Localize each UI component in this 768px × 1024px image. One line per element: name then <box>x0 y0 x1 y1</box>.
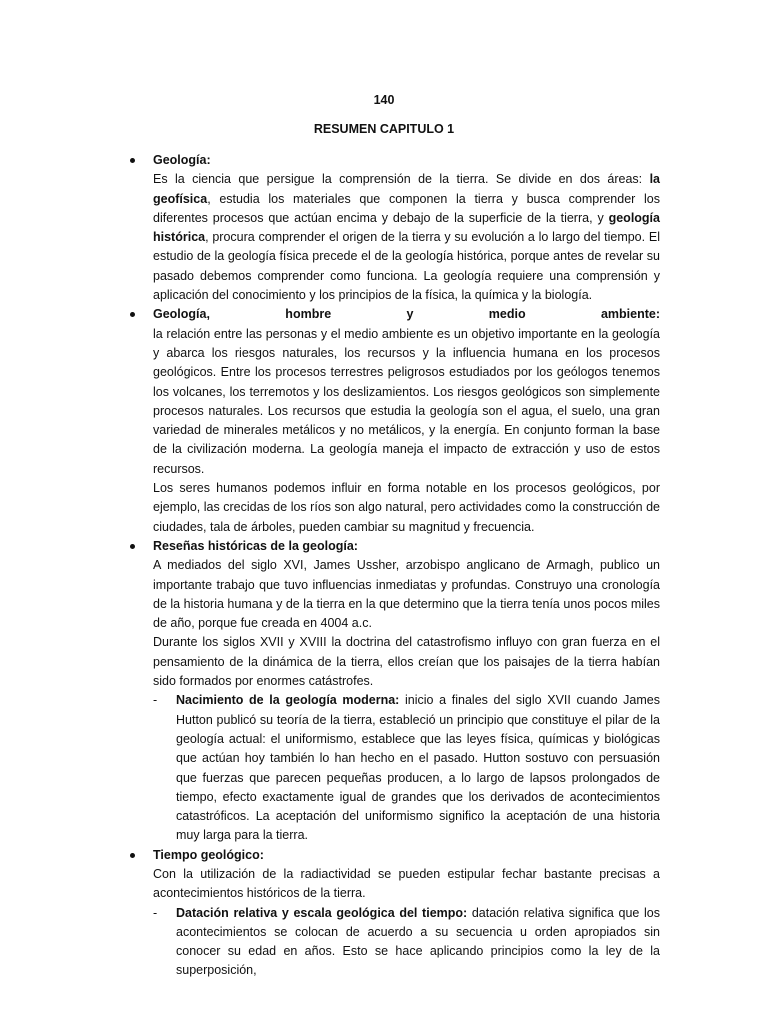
section-paragraph: A mediados del siglo XVI, James Ussher, arzobispo anglicano de Armagh, publico un importante trabajo que tuvo influencias inmediatas y profundas. Construyo una cronología de la historia humana y de la tierra en la que determino que la tierra tenía unos pocos miles de año, porque fue creada en 4004 a.c. <box>153 558 660 631</box>
text-run: datación relativa significa que los acontecimientos se colocan de acuerdo a su secuencia u orden apropiados sin conocer su edad en años. Esto se hace aplicando principios como la ley de la superposición, <box>176 905 660 978</box>
dash-marker: - <box>153 905 158 920</box>
section-heading: Geología, hombre y medio ambiente: <box>153 307 660 322</box>
bold-term: Datación relativa y escala geológica del tiempo: <box>176 905 468 920</box>
sub-item-geologia-moderna <box>153 691 660 845</box>
section-paragraph <box>153 170 660 305</box>
section-paragraph: Los seres humanos podemos influir en forma notable en los procesos geológicos, por ejemplo, las crecidas de los ríos son algo natural, pero actividades como la construcción de ciudades, tala de árboles, pueden cambiar su magnitud y frecuencia. <box>153 481 660 534</box>
text-run: , estudia los materiales que componen la tierra y busca comprender los diferentes procesos que actúan encima y debajo de la superficie de la tierra, y <box>153 191 660 225</box>
section-heading: Reseñas históricas de la geología: <box>153 538 358 553</box>
document-body <box>130 151 660 981</box>
section-paragraph: Con la utilización de la radiactividad se pueden estipular fechar bastante precisas a acontecimientos históricos de la tierra. <box>153 866 660 901</box>
section-tiempo-geologico <box>130 846 660 981</box>
section-resenas-historicas <box>130 537 660 846</box>
bold-term: la geofísica <box>153 172 660 206</box>
section-geologia <box>130 151 660 305</box>
sub-paragraph <box>176 691 660 845</box>
bullet-icon <box>130 312 135 317</box>
section-hombre-medio-ambiente <box>130 305 660 537</box>
page-title: RESUMEN CAPITULO 1 <box>313 122 455 136</box>
bullet-icon <box>130 544 135 549</box>
bold-term: Nacimiento de la geología moderna: <box>176 693 400 708</box>
text-run: , procura comprender el origen de la tierra y su evolución a lo largo del tiempo. El estudio de la geología física precede el de la geología histórica, porque antes de revelar su pasado debemos comprender como funciona. La geología requiere una comprensión y aplicación del conocimiento y los principios de la física, la química y la biología. <box>153 230 660 303</box>
sub-item-datacion-relativa <box>153 904 660 981</box>
section-paragraph: Durante los siglos XVII y XVIII la doctrina del catastrofismo influyo con gran fuerza en el pensamiento de la dinámica de la tierra, ellos creían que los paisajes de la tierra habían sido formados por enormes catástrofes. <box>153 635 660 689</box>
text-run: inicio a finales del siglo XVII cuando James Hutton publicó su teoría de la tierra, estableció un principio que constituye el pilar de la geología actual: el uniformismo, establece que las leyes física, químicas y biológicas que actúan hoy también lo han hecho en el pasado. Hutton sostuvo con persuasión que fuerzas que parecen pequeñas producen, a lo largo de lapsos prolongados de tiempo, efecto exactamente igual de grandes que los derivados de acontecimientos catastróficos. La aceptación del uniformismo significo la aceptación de una historia muy larga para la tierra. <box>176 693 660 843</box>
section-heading: Geología: <box>153 153 211 167</box>
text-run: Es la ciencia que persigue la comprensión de la tierra. Se divide en dos áreas: <box>153 172 650 187</box>
section-paragraph: la relación entre las personas y el medio ambiente es un objetivo importante en la geología y abarca los riesgos naturales, los recursos y la influencia humana en los procesos geológicos. Entre los procesos terrestres peligrosos estudiados por los geólogos tenemos los volcanes, los terremotos y los deslizamientos. Los riesgos geológicos son simplemente procesos naturales. Los recursos que estudia la geología son el agua, el suelo, una gran variedad de minerales metálicos y no metálicos, y la energía. En conjunto forman la base de la civilización moderna. La geología maneja el impacto de extracción y uso de estos recursos. <box>153 326 660 476</box>
section-heading: Tiempo geológico: <box>153 847 264 862</box>
page-number: 140 <box>373 93 395 107</box>
bold-term: geología histórica <box>153 210 660 245</box>
dash-marker: - <box>153 693 158 708</box>
sub-paragraph <box>176 904 660 981</box>
bullet-icon <box>130 853 135 858</box>
bullet-icon <box>130 158 135 163</box>
